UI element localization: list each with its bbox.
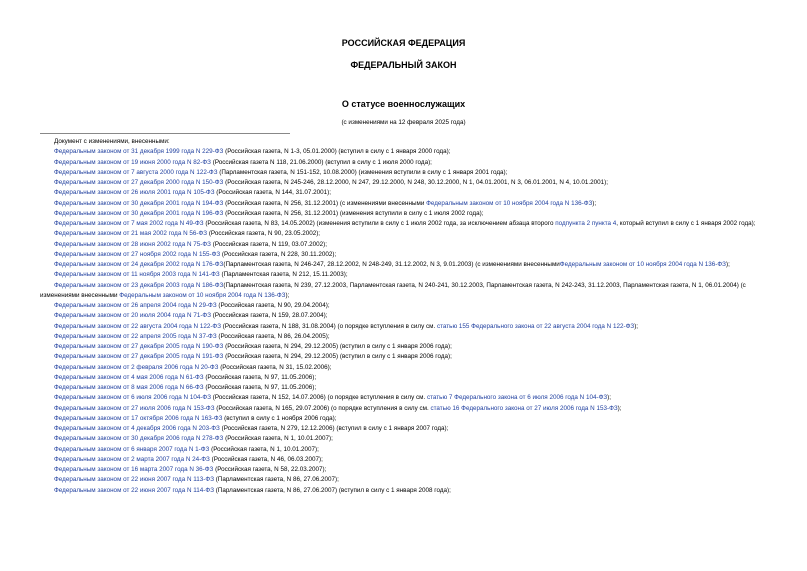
amendment-link[interactable]: Федеральным законом от 17 октября 2006 года N 163-ФЗ <box>54 414 223 422</box>
amendment-text-tail: ); <box>607 394 612 402</box>
amendment-item <box>40 147 770 157</box>
amendment-text: (Российская газета, N 86, 26.04.2005); <box>216 332 330 340</box>
amendment-text: (Российская газета, N 97, 11.05.2006); <box>203 373 317 381</box>
amendment-secondary-link[interactable]: статью 155 Федерального закона от 22 августа 2004 года N 122-ФЗ <box>436 322 635 330</box>
amendment-text: (Парламентская газета, N 239, 27.12.2003, Парламентская газета, N 240-241, 30.12.2003, Парламентская газета, N 242-243, 31.12.2003, Парламентская газета, N 1, 06.01.2004) (с изменениями внесенными <box>40 281 746 299</box>
amendment-link[interactable]: Федеральным законом от 26 апреля 2004 года N 29-ФЗ <box>54 302 217 309</box>
amendment-text-tail: ); <box>285 291 290 299</box>
amendment-item <box>40 209 770 219</box>
amendment-text: (Российская газета, N 245-246, 28.12.2000, N 247, 29.12.2000, N 248, 30.12.2000, N 1, 04.01.2001, N 3, 06.01.2001, N 4, 10.01.2001); <box>223 179 609 186</box>
amendment-item <box>40 332 770 342</box>
amendment-item <box>40 342 770 352</box>
amendment-item <box>40 178 770 188</box>
amendment-link[interactable]: Федеральным законом от 19 июня 2000 года N 82-ФЗ <box>54 158 211 166</box>
amendment-item <box>40 240 770 250</box>
amendment-text: (Российская газета, N 31, 15.02.2006); <box>218 363 332 371</box>
amendment-text: (Российская газета, N 165, 29.07.2006) (о порядке вступления в силу см. <box>214 404 431 412</box>
amendment-secondary-link[interactable]: Федеральным законом от 10 ноября 2004 года N 136-ФЗ <box>559 261 726 268</box>
amendment-text: (Парламентская газета, N 151-152, 10.08.2000) (изменения вступили в силу с 1 января 2001 года); <box>217 168 508 176</box>
amendment-text: (Российская газета, N 83, 14.05.2002) (изменения вступили в силу с 1 июля 2002 года, за исключением абзаца второго <box>203 220 556 227</box>
amendment-text: (вступил в силу с 1 ноября 2006 года); <box>222 414 337 422</box>
amendment-link[interactable]: Федеральным законом от 20 июля 2004 года N 71-ФЗ <box>54 312 212 320</box>
amendment-link[interactable]: Федеральным законом от 22 июня 2007 года N 114-ФЗ <box>54 486 214 494</box>
amendment-text: (Российская газета, N 58, 22.03.2007); <box>213 466 327 473</box>
amendment-item <box>40 445 770 455</box>
amendment-link[interactable]: Федеральным законом от 4 декабря 2006 года N 203-ФЗ <box>54 425 220 432</box>
amendment-link[interactable]: Федеральным законом от 28 июня 2002 года N 75-ФЗ <box>54 240 211 248</box>
amendment-text: (Российская газета, N 159, 28.07.2004); <box>211 312 328 320</box>
amendment-text: (Парламентская газета, N 86, 27.06.2007); <box>214 476 339 484</box>
amendment-text-tail: ); <box>592 199 597 207</box>
amendment-text: (Российская газета, N 256, 31.12.2001) (изменения вступили в силу с 1 июля 2002 года); <box>223 209 484 217</box>
amendment-link[interactable]: Федеральным законом от 27 декабря 2005 года N 191-ФЗ <box>54 353 224 361</box>
amendment-item <box>40 188 770 198</box>
amendment-secondary-link[interactable]: статью 16 Федерального закона от 27 июля 2006 года N 153-ФЗ <box>430 404 618 412</box>
amendment-text-tail: , который вступил в силу с 1 января 2002 года); <box>616 220 756 227</box>
amendment-link[interactable]: Федеральным законом от 31 декабря 1999 года N 229-ФЗ <box>54 148 224 156</box>
amendment-item <box>40 311 770 321</box>
amendment-item <box>40 168 770 178</box>
amendments-body <box>40 137 770 496</box>
amendment-link[interactable]: Федеральным законом от 6 июля 2006 года N 104-ФЗ <box>54 394 212 402</box>
document-title: О статусе военнослужащих <box>341 99 466 109</box>
amendment-item <box>40 383 770 393</box>
amendment-link[interactable]: Федеральным законом от 26 июля 2001 года N 105-ФЗ <box>54 189 215 197</box>
amendment-link[interactable]: Федеральным законом от 21 мая 2002 года N 56-ФЗ <box>54 230 208 238</box>
amendment-text-tail: ); <box>725 261 730 268</box>
divider <box>40 133 290 134</box>
amendment-link[interactable]: Федеральным законом от 7 августа 2000 года N 122-ФЗ <box>54 168 218 176</box>
amendment-link[interactable]: Федеральным законом от 6 января 2007 года N 1-ФЗ <box>54 445 210 453</box>
amendment-item <box>40 434 770 444</box>
amendment-text: (Российская газета, N 188, 31.08.2004) (о порядке вступления в силу см. <box>221 322 437 330</box>
amendment-item <box>40 414 770 424</box>
amendment-text: (Российская газета, N 1, 10.01.2007); <box>223 435 333 443</box>
amendment-text: (Парламентская газета, N 212, 15.11.2003); <box>219 271 348 279</box>
amendment-link[interactable]: Федеральным законом от 22 апреля 2005 года N 37-ФЗ <box>54 332 217 340</box>
amendment-link[interactable]: Федеральным законом от 22 августа 2004 года N 122-ФЗ <box>54 322 222 330</box>
amendment-link[interactable]: Федеральным законом от 16 марта 2007 года N 36-ФЗ <box>54 466 214 473</box>
amendment-text: (Российская газета, N 294, 29.12.2005) (вступил в силу с 1 января 2006 года); <box>223 343 452 350</box>
amendment-text: (Российская газета, N 1, 10.01.2007); <box>209 445 319 453</box>
amendment-text: (Российская газета, N 228, 30.11.2002); <box>220 250 337 258</box>
amendment-secondary-link[interactable]: Федеральным законом от 10 ноября 2004 года N 136-ФЗ <box>119 291 286 299</box>
amendment-item <box>40 352 770 362</box>
amendment-text: (Российская газета, N 90, 29.04.2004); <box>216 302 330 309</box>
amendment-item <box>40 404 770 414</box>
country-heading: РОССИЙСКАЯ ФЕДЕРАЦИЯ <box>341 38 466 48</box>
amendment-link[interactable]: Федеральным законом от 27 декабря 2005 года N 190-ФЗ <box>54 343 224 350</box>
amendment-link[interactable]: Федеральным законом от 30 декабря 2001 года N 194-ФЗ <box>54 199 224 207</box>
doc-type-heading: ФЕДЕРАЛЬНЫЙ ЗАКОН <box>350 60 457 70</box>
amendment-item <box>40 322 770 332</box>
amendment-text: (Российская газета, N 294, 29.12.2005) (вступил в силу с 1 января 2006 года); <box>223 353 452 361</box>
amendment-text: (Парламентская газета, N 246-247, 28.12.2002, N 248-249, 31.12.2002, N 3, 9.01.2003) (с изменениями внесенными <box>223 261 560 268</box>
amendment-item <box>40 486 770 496</box>
amendment-text: (Российская газета, N 90, 23.05.2002); <box>207 230 321 238</box>
amendment-item <box>40 260 770 270</box>
amendment-secondary-link[interactable]: Федеральным законом от 10 ноября 2004 года N 136-ФЗ <box>426 199 593 207</box>
amendment-link[interactable]: Федеральным законом от 30 декабря 2006 года N 278-ФЗ <box>54 435 224 443</box>
amendment-text: (Парламентская газета, N 86, 27.06.2007) (вступил в силу с 1 января 2008 года); <box>214 486 451 494</box>
amendment-text: (Российская газета, N 144, 31.07.2001); <box>214 189 332 197</box>
amendment-item <box>40 455 770 465</box>
amendment-link[interactable]: Федеральным законом от 2 марта 2007 года N 24-ФЗ <box>54 455 210 463</box>
amendment-item <box>40 363 770 373</box>
amendment-link[interactable]: Федеральным законом от 4 мая 2006 года N 61-ФЗ <box>54 373 204 381</box>
amendment-link[interactable]: Федеральным законом от 22 июня 2007 года N 113-ФЗ <box>54 476 214 484</box>
amendment-text: (Российская газета, N 46, 06.03.2007); <box>209 455 323 463</box>
amendment-link[interactable]: Федеральным законом от 27 ноября 2002 года N 155-ФЗ <box>54 250 221 258</box>
amendment-text: (Российская газета, N 279, 12.12.2006) (вступил в силу с 1 января 2007 года); <box>219 425 449 432</box>
amendment-item <box>40 373 770 383</box>
amendment-item <box>40 158 770 168</box>
amendment-item <box>40 229 770 239</box>
amendments-list <box>40 147 770 496</box>
amendment-item <box>40 301 770 311</box>
amendment-text: (Российская газета, N 256, 31.12.2001) (с изменениями внесенными <box>223 199 427 207</box>
amendment-link[interactable]: Федеральным законом от 7 мая 2002 года N 49-ФЗ <box>54 220 204 227</box>
amendment-item <box>40 465 770 475</box>
amendment-link[interactable]: Федеральным законом от 27 декабря 2000 года N 150-ФЗ <box>54 179 224 186</box>
amendment-text: (Российская газета, N 119, 03.07.2002); <box>210 240 327 248</box>
amendment-item <box>40 270 770 280</box>
amendment-item <box>40 281 770 302</box>
document-subtitle: (с изменениями на 12 февраля 2025 года) <box>341 119 466 126</box>
amendment-link[interactable]: Федеральным законом от 8 мая 2006 года N 66-ФЗ <box>54 384 204 391</box>
amendment-item <box>40 393 770 403</box>
amendment-item <box>40 219 770 229</box>
amendment-item <box>40 250 770 260</box>
amendment-text-tail: ); <box>634 322 639 330</box>
amendment-item <box>40 199 770 209</box>
amendment-text-tail: ); <box>617 404 622 412</box>
intro-text: Документ с изменениями, внесенными: <box>54 138 170 145</box>
amendment-text: (Российская газета, N 152, 14.07.2006) (о порядке вступления в силу см. <box>211 394 427 402</box>
amendment-secondary-link[interactable]: статью 7 Федерального закона от 6 июля 2006 года N 104-ФЗ <box>426 394 608 402</box>
amendment-item <box>40 475 770 485</box>
amendment-link[interactable]: Федеральным законом от 30 декабря 2001 года N 196-ФЗ <box>54 209 224 217</box>
amendment-link[interactable]: Федеральным законом от 24 декабря 2002 года N 176-ФЗ <box>54 261 224 268</box>
amendment-link[interactable]: Федеральным законом от 2 февраля 2006 года N 20-ФЗ <box>54 363 219 371</box>
amendment-text: (Российская газета, N 97, 11.05.2006); <box>203 384 317 391</box>
amendment-secondary-link[interactable]: подпункта 2 пункта 4 <box>555 220 617 227</box>
amendment-link[interactable]: Федеральным законом от 11 ноября 2003 года N 141-ФЗ <box>54 271 220 279</box>
amendment-link[interactable]: Федеральным законом от 23 декабря 2003 года N 186-ФЗ <box>54 281 224 289</box>
amendment-text: (Российская газета, N 1-3, 05.01.2000) (вступил в силу с 1 января 2000 года); <box>223 148 451 156</box>
amendment-link[interactable]: Федеральным законом от 27 июля 2006 года N 153-ФЗ <box>54 404 215 412</box>
amendment-item <box>40 424 770 434</box>
amendment-text: (Российская газета N 118, 21.06.2000) (вступил в силу с 1 июля 2000 года); <box>210 158 432 166</box>
